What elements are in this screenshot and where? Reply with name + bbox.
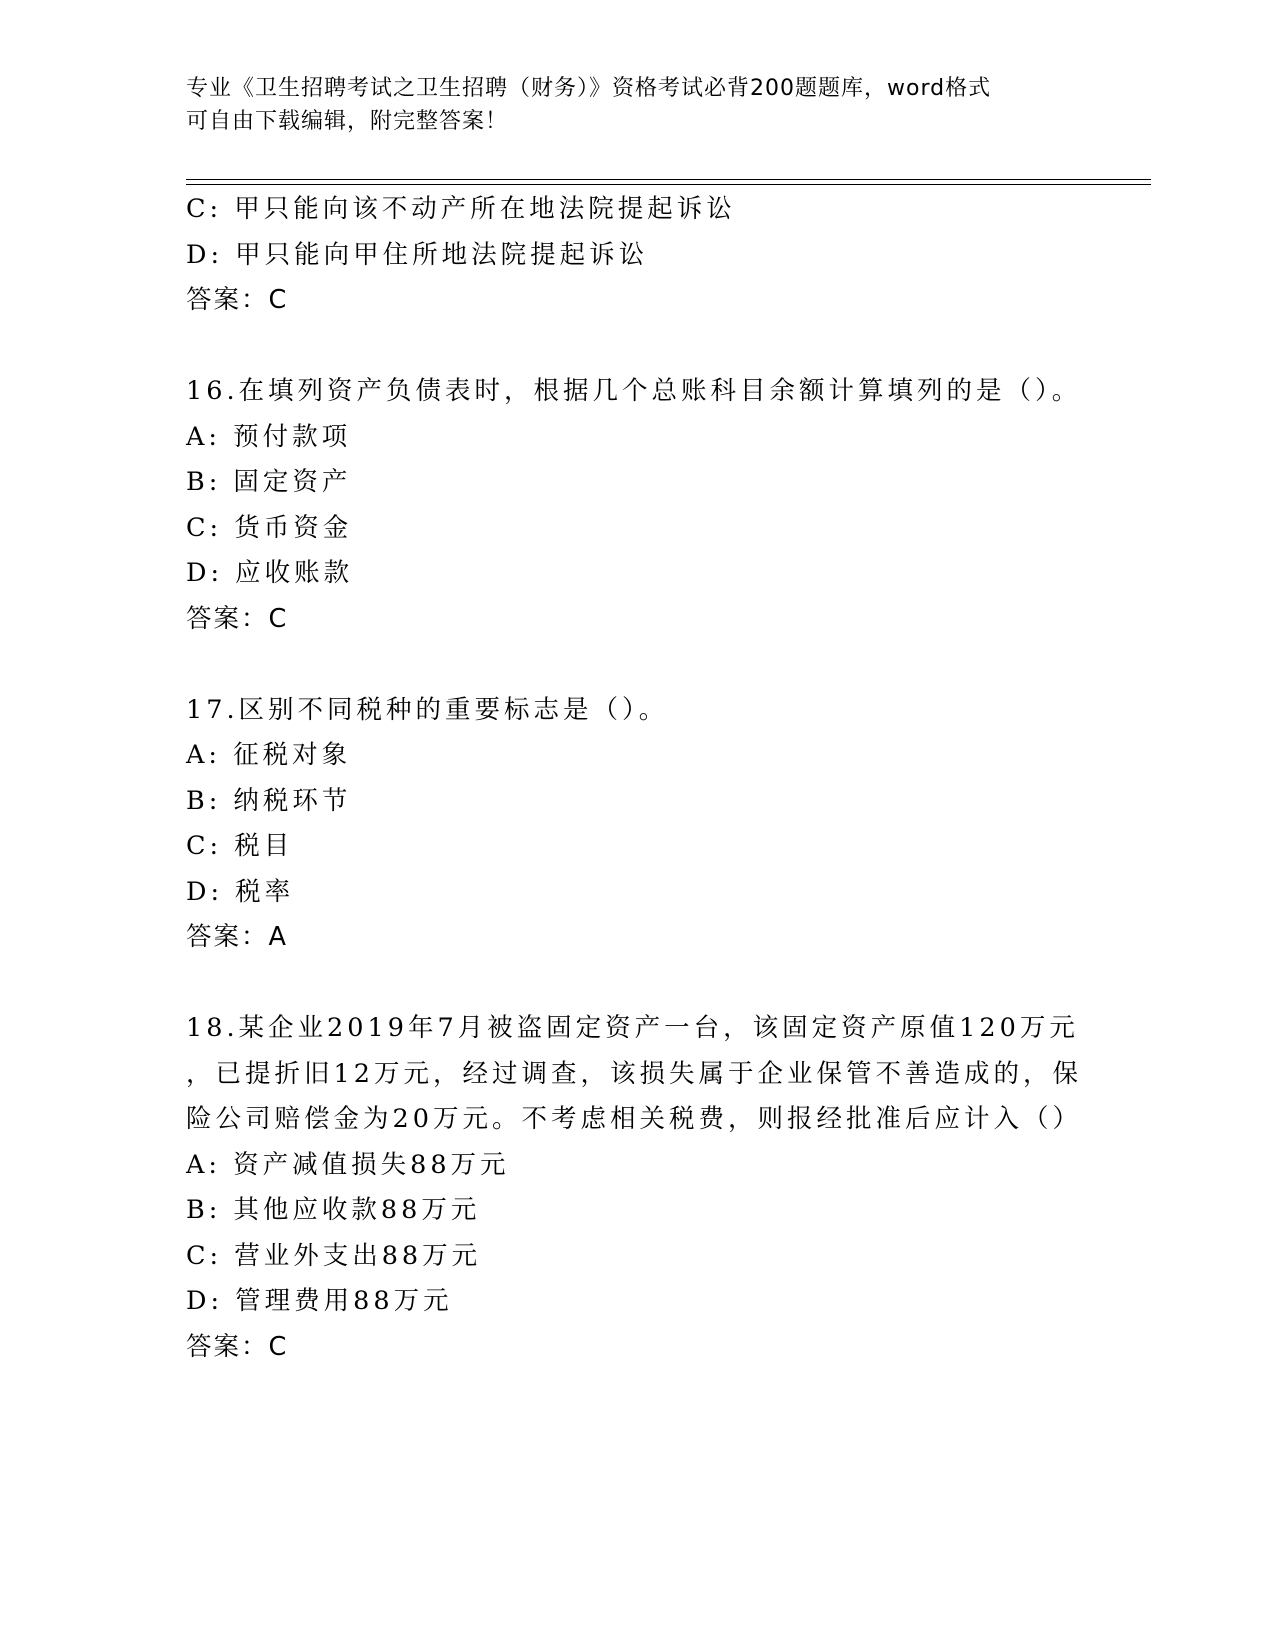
- option-a: A: 征税对象: [186, 740, 352, 770]
- question-17: [186, 688, 1106, 961]
- option-a: A: 资产减值损失88万元: [186, 1149, 510, 1180]
- option-c: C: 货币资金: [186, 512, 353, 543]
- question-text-line-3: 险公司赔偿金为20万元。不考虑相关税费，则报经批准后应计入（）: [186, 1104, 1082, 1134]
- option-d: D: 应收账款: [186, 558, 354, 588]
- header-title-line-2: 可自由下载编辑，附完整答案！: [186, 109, 509, 134]
- option-b: B: 纳税环节: [186, 785, 352, 816]
- option-c: C: 营业外支出88万元: [186, 1240, 482, 1271]
- option-d: D: 管理费用88万元: [186, 1286, 453, 1316]
- option-d: D: 甲只能向甲住所地法院提起诉讼: [186, 239, 649, 270]
- document-header: [186, 72, 1086, 138]
- answer-line: 答案：A: [186, 922, 288, 952]
- option-a: A: 预付款项: [186, 421, 352, 452]
- answer-line: 答案：C: [186, 603, 289, 634]
- document-body: [186, 187, 1106, 1370]
- header-divider-top: [186, 179, 1151, 180]
- option-b: B: 其他应收款88万元: [186, 1195, 481, 1225]
- question-text: 17.区别不同税种的重要标志是（）。: [186, 694, 669, 725]
- question-text-line-1: 18.某企业2019年7月被盗固定资产一台，该固定资产原值120万元: [186, 1013, 1079, 1043]
- option-c: C: 甲只能向该不动产所在地法院提起诉讼: [186, 194, 736, 224]
- carryover-question-15: [186, 187, 1106, 324]
- header-divider-bottom: [186, 184, 1151, 185]
- question-text-line-2: ，已提折旧12万元，经过调查，该损失属于企业保管不善造成的，保: [186, 1058, 1082, 1089]
- option-c: C: 税目: [186, 831, 294, 861]
- question-16: [186, 369, 1106, 642]
- answer-line: 答案：C: [186, 1331, 289, 1362]
- option-b: B: 固定资产: [186, 467, 352, 497]
- question-18: [186, 1006, 1106, 1370]
- header-title-line-1: 专业《卫生招聘考试之卫生招聘（财务）》资格考试必背200题题库，word格式: [186, 76, 992, 101]
- option-d: D: 税率: [186, 876, 295, 907]
- answer-line: 答案：C: [186, 285, 289, 315]
- question-text: 16.在填列资产负债表时，根据几个总账科目余额计算填列的是（）。: [186, 376, 1082, 406]
